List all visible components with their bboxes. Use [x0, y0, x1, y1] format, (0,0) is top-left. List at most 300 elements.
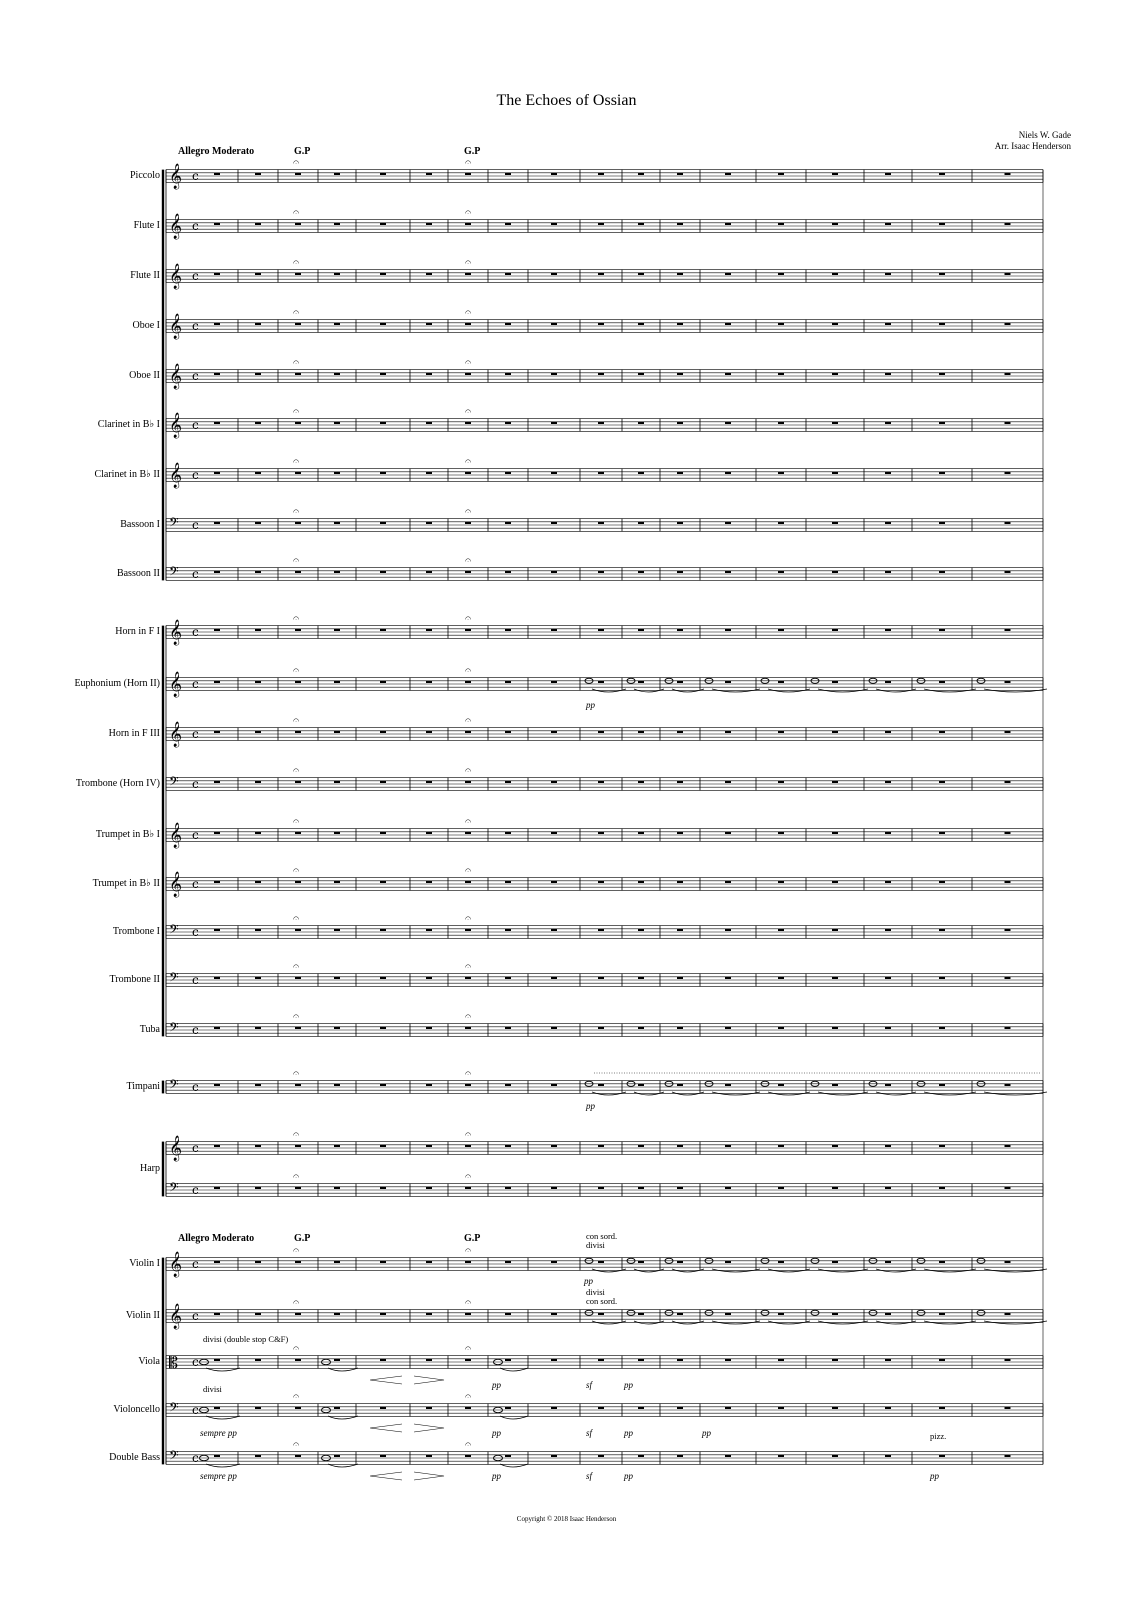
whole-rest-icon — [505, 681, 511, 683]
whole-rest-icon — [380, 273, 386, 275]
whole-rest-icon — [598, 1455, 604, 1457]
whole-rest-icon — [255, 832, 261, 834]
whole-rest-icon — [551, 571, 557, 573]
fermata-icon: 𝄐 — [293, 1243, 300, 1257]
fermata-icon: 𝄐 — [465, 911, 472, 925]
whole-rest-icon — [1005, 373, 1011, 375]
treble-clef-icon: 𝄞 — [169, 413, 183, 438]
whole-rest-icon — [214, 223, 220, 225]
whole-rest-icon — [598, 323, 604, 325]
common-time-icon: c — [192, 1355, 199, 1369]
whole-rest-icon — [778, 373, 784, 375]
whole-rest-icon — [380, 173, 386, 175]
whole-rest-icon — [505, 1313, 511, 1315]
fermata-icon: 𝄐 — [465, 1295, 472, 1309]
whole-rest-icon — [598, 681, 604, 683]
whole-rest-icon — [1005, 273, 1011, 275]
whole-rest-icon — [638, 832, 644, 834]
whole-rest-icon — [380, 422, 386, 424]
fermata-icon: 𝄐 — [465, 814, 472, 828]
whole-rest-icon — [832, 173, 838, 175]
whole-rest-icon — [832, 929, 838, 931]
whole-rest-icon — [505, 571, 511, 573]
whole-rest-icon — [505, 522, 511, 524]
whole-rest-icon — [677, 373, 683, 375]
whole-rest-icon — [334, 881, 340, 883]
whole-rest-icon — [598, 273, 604, 275]
bass-pp-2: pp — [624, 1471, 633, 1481]
whole-rest-icon — [214, 1455, 220, 1457]
crescendo-hairpin-icon — [370, 1376, 402, 1384]
treble-clef-icon: 𝄞 — [169, 1304, 183, 1329]
whole-rest-icon — [832, 731, 838, 733]
whole-rest-icon — [255, 629, 261, 631]
common-time-icon: c — [192, 1183, 199, 1197]
whole-rest-icon — [334, 629, 340, 631]
fermata-icon: 𝄐 — [465, 553, 472, 567]
treble-clef-icon: 𝄞 — [169, 164, 183, 189]
instrument-label: Violin II — [125, 1310, 160, 1321]
whole-rest-icon — [832, 1455, 838, 1457]
whole-rest-icon — [939, 1359, 945, 1361]
whole-rest-icon — [725, 977, 731, 979]
whole-rest-icon — [638, 323, 644, 325]
whole-rest-icon — [939, 1187, 945, 1189]
whole-rest-icon — [295, 629, 301, 631]
instrument-label: Trombone (Horn IV) — [75, 778, 160, 789]
whole-rest-icon — [638, 1084, 644, 1086]
whole-rest-icon — [465, 472, 471, 474]
whole-rest-icon — [638, 977, 644, 979]
whole-rest-icon — [426, 273, 432, 275]
whole-rest-icon — [778, 881, 784, 883]
common-time-icon: c — [192, 1023, 199, 1037]
whole-rest-icon — [334, 323, 340, 325]
whole-rest-icon — [214, 731, 220, 733]
whole-rest-icon — [778, 781, 784, 783]
whole-rest-icon — [255, 223, 261, 225]
whole-rest-icon — [214, 571, 220, 573]
whole-rest-icon — [255, 881, 261, 883]
whole-rest-icon — [939, 373, 945, 375]
whole-rest-icon — [214, 832, 220, 834]
whole-rest-icon — [505, 1084, 511, 1086]
treble-clef-icon: 𝄞 — [169, 1252, 183, 1277]
whole-rest-icon — [885, 629, 891, 631]
whole-rest-icon — [255, 929, 261, 931]
instrument-label: Trumpet in B♭ I — [95, 829, 160, 840]
whole-rest-icon — [638, 1261, 644, 1263]
whole-rest-icon — [677, 977, 683, 979]
whole-rest-icon — [1005, 422, 1011, 424]
whole-rest-icon — [551, 472, 557, 474]
whole-rest-icon — [885, 681, 891, 683]
whole-rest-icon — [885, 881, 891, 883]
cello-sempre-pp: sempre pp — [200, 1428, 237, 1438]
whole-rest-icon — [598, 522, 604, 524]
whole-rest-icon — [426, 373, 432, 375]
bass-pizz: pizz. — [930, 1431, 947, 1441]
whole-rest-icon — [551, 1145, 557, 1147]
whole-rest-icon — [214, 1313, 220, 1315]
whole-rest-icon — [725, 929, 731, 931]
whole-rest-icon — [832, 1261, 838, 1263]
whole-rest-icon — [598, 472, 604, 474]
whole-rest-icon — [939, 273, 945, 275]
whole-rest-icon — [295, 323, 301, 325]
treble-clef-icon: 𝄞 — [169, 620, 183, 645]
whole-rest-icon — [380, 832, 386, 834]
fermata-icon: 𝄐 — [293, 1127, 300, 1141]
whole-rest-icon — [505, 1261, 511, 1263]
crescendo-hairpin-icon — [370, 1472, 402, 1480]
whole-rest-icon — [939, 1313, 945, 1315]
whole-rest-icon — [295, 422, 301, 424]
whole-rest-icon — [255, 1313, 261, 1315]
whole-rest-icon — [677, 881, 683, 883]
whole-rest-icon — [598, 1407, 604, 1409]
whole-rest-icon — [380, 571, 386, 573]
fermata-icon: 𝄐 — [465, 1341, 472, 1355]
whole-rest-icon — [778, 1187, 784, 1189]
whole-rest-icon — [551, 681, 557, 683]
whole-rest-icon — [334, 832, 340, 834]
whole-rest-icon — [638, 929, 644, 931]
whole-rest-icon — [1005, 323, 1011, 325]
whole-rest-icon — [638, 1407, 644, 1409]
whole-rest-icon — [465, 273, 471, 275]
whole-rest-icon — [832, 1187, 838, 1189]
whole-rest-icon — [1005, 977, 1011, 979]
whole-rest-icon — [214, 1261, 220, 1263]
whole-rest-icon — [255, 571, 261, 573]
whole-rest-icon — [426, 731, 432, 733]
instrument-label: Violoncello — [113, 1404, 160, 1415]
whole-rest-icon — [832, 629, 838, 631]
whole-rest-icon — [465, 422, 471, 424]
whole-rest-icon — [214, 273, 220, 275]
fermata-icon: 𝄐 — [465, 155, 472, 169]
whole-rest-icon — [255, 1187, 261, 1189]
whole-rest-icon — [1005, 173, 1011, 175]
fermata-icon: 𝄐 — [465, 959, 472, 973]
whole-rest-icon — [380, 977, 386, 979]
whole-rest-icon — [725, 681, 731, 683]
whole-rest-icon — [295, 929, 301, 931]
whole-rest-icon — [465, 1407, 471, 1409]
bass-sempre-pp: sempre pp — [200, 1471, 237, 1481]
whole-rest-icon — [832, 1084, 838, 1086]
instrument-label: Bassoon II — [116, 568, 160, 579]
fermata-icon: 𝄐 — [293, 504, 300, 518]
whole-rest-icon — [505, 1187, 511, 1189]
common-time-icon: c — [192, 468, 199, 482]
whole-rest-icon — [551, 273, 557, 275]
whole-rest-icon — [885, 977, 891, 979]
fermata-icon: 𝄐 — [465, 404, 472, 418]
whole-rest-icon — [598, 1261, 604, 1263]
fermata-icon: 𝄐 — [293, 1437, 300, 1451]
whole-rest-icon — [725, 629, 731, 631]
whole-rest-icon — [465, 681, 471, 683]
whole-rest-icon — [214, 323, 220, 325]
whole-rest-icon — [214, 781, 220, 783]
whole-rest-icon — [1005, 472, 1011, 474]
decrescendo-hairpin-icon — [414, 1424, 444, 1432]
whole-rest-icon — [426, 1455, 432, 1457]
tempo-marking-strings: Allegro Moderato — [178, 1233, 255, 1244]
whole-rest-icon — [832, 223, 838, 225]
whole-rest-icon — [725, 781, 731, 783]
whole-rest-icon — [255, 1359, 261, 1361]
whole-rest-icon — [725, 422, 731, 424]
whole-rest-icon — [677, 929, 683, 931]
gp-marking-strings-2: G.P — [464, 1233, 481, 1244]
bass-clef-icon: 𝄢 — [169, 774, 179, 792]
whole-rest-icon — [255, 1407, 261, 1409]
arranger-name: Arr. Isaac Henderson — [994, 141, 1071, 151]
whole-rest-icon — [677, 1359, 683, 1361]
whole-rest-icon — [380, 1145, 386, 1147]
whole-rest-icon — [255, 1027, 261, 1029]
fermata-icon: 𝄐 — [465, 1009, 472, 1023]
whole-rest-icon — [939, 422, 945, 424]
instrument-label: Horn in F I — [115, 626, 160, 637]
whole-rest-icon — [465, 731, 471, 733]
whole-rest-icon — [832, 1407, 838, 1409]
whole-rest-icon — [214, 681, 220, 683]
whole-rest-icon — [885, 731, 891, 733]
whole-rest-icon — [551, 1455, 557, 1457]
whole-rest-icon — [334, 223, 340, 225]
whole-rest-icon — [778, 681, 784, 683]
whole-rest-icon — [677, 472, 683, 474]
whole-rest-icon — [295, 681, 301, 683]
whole-rest-icon — [677, 1187, 683, 1189]
vln2-divisi: divisi — [586, 1287, 605, 1297]
whole-rest-icon — [551, 929, 557, 931]
fermata-icon: 𝄐 — [465, 1169, 472, 1183]
whole-rest-icon — [380, 1407, 386, 1409]
whole-rest-icon — [1005, 1145, 1011, 1147]
whole-rest-icon — [465, 373, 471, 375]
whole-rest-icon — [551, 1261, 557, 1263]
whole-rest-icon — [832, 323, 838, 325]
common-time-icon: c — [192, 269, 199, 283]
whole-rest-icon — [939, 1261, 945, 1263]
whole-rest-icon — [214, 1187, 220, 1189]
whole-rest-icon — [832, 1313, 838, 1315]
whole-rest-icon — [725, 1084, 731, 1086]
treble-clef-icon: 𝄞 — [169, 722, 183, 747]
viola-divisi: divisi (double stop C&F) — [203, 1334, 289, 1344]
whole-rest-icon — [295, 173, 301, 175]
cello-pp-2: pp — [624, 1428, 633, 1438]
fermata-icon: 𝄐 — [465, 763, 472, 777]
whole-rest-icon — [725, 832, 731, 834]
whole-rest-icon — [939, 929, 945, 931]
whole-rest-icon — [677, 571, 683, 573]
whole-rest-icon — [334, 1455, 340, 1457]
whole-rest-icon — [832, 881, 838, 883]
whole-rest-icon — [426, 832, 432, 834]
whole-rest-icon — [725, 1455, 731, 1457]
whole-rest-icon — [832, 522, 838, 524]
common-time-icon: c — [192, 877, 199, 891]
whole-rest-icon — [939, 323, 945, 325]
whole-rest-icon — [505, 323, 511, 325]
whole-rest-icon — [598, 1145, 604, 1147]
fermata-icon: 𝄐 — [293, 814, 300, 828]
fermata-icon: 𝄐 — [293, 1009, 300, 1023]
whole-rest-icon — [885, 929, 891, 931]
whole-rest-icon — [295, 571, 301, 573]
whole-rest-icon — [725, 1261, 731, 1263]
fermata-icon: 𝄐 — [293, 863, 300, 877]
whole-rest-icon — [214, 929, 220, 931]
gp-marking-top-2: G.P — [464, 146, 481, 157]
whole-rest-icon — [214, 629, 220, 631]
bass-pp-3: pp — [930, 1471, 939, 1481]
whole-rest-icon — [725, 1407, 731, 1409]
whole-rest-icon — [725, 881, 731, 883]
whole-rest-icon — [505, 1359, 511, 1361]
treble-clef-icon: 𝄞 — [169, 463, 183, 488]
instrument-label: Bassoon I — [120, 519, 160, 530]
whole-rest-icon — [426, 522, 432, 524]
whole-rest-icon — [380, 522, 386, 524]
whole-rest-icon — [778, 832, 784, 834]
fermata-icon: 𝄐 — [293, 1341, 300, 1355]
whole-rest-icon — [465, 1261, 471, 1263]
common-time-icon: c — [192, 418, 199, 432]
bass-clef-icon: 𝄢 — [169, 970, 179, 988]
whole-rest-icon — [677, 422, 683, 424]
whole-rest-icon — [939, 881, 945, 883]
whole-rest-icon — [778, 522, 784, 524]
fermata-icon: 𝄐 — [465, 1389, 472, 1403]
whole-rest-icon — [885, 1313, 891, 1315]
whole-rest-icon — [551, 1407, 557, 1409]
whole-rest-icon — [426, 422, 432, 424]
bass-clef-icon: 𝄢 — [169, 515, 179, 533]
whole-rest-icon — [638, 881, 644, 883]
treble-clef-icon: 𝄞 — [169, 214, 183, 239]
whole-rest-icon — [295, 1313, 301, 1315]
whole-rest-icon — [214, 522, 220, 524]
whole-rest-icon — [638, 522, 644, 524]
whole-rest-icon — [598, 1313, 604, 1315]
whole-rest-icon — [426, 977, 432, 979]
instrument-label: Trombone I — [112, 926, 160, 937]
fermata-icon: 𝄐 — [293, 959, 300, 973]
whole-rest-icon — [334, 1027, 340, 1029]
whole-rest-icon — [598, 781, 604, 783]
whole-rest-icon — [551, 977, 557, 979]
whole-rest-icon — [939, 731, 945, 733]
fermata-icon: 𝄐 — [293, 355, 300, 369]
fermata-icon: 𝄐 — [293, 155, 300, 169]
whole-rest-icon — [426, 1313, 432, 1315]
whole-rest-icon — [465, 881, 471, 883]
whole-rest-icon — [426, 223, 432, 225]
whole-rest-icon — [255, 1084, 261, 1086]
whole-rest-icon — [426, 1187, 432, 1189]
whole-rest-icon — [426, 323, 432, 325]
common-time-icon: c — [192, 1451, 199, 1465]
whole-rest-icon — [334, 1145, 340, 1147]
whole-rest-icon — [255, 472, 261, 474]
whole-rest-icon — [778, 422, 784, 424]
whole-rest-icon — [725, 472, 731, 474]
treble-clef-icon: 𝄞 — [169, 823, 183, 848]
whole-rest-icon — [832, 977, 838, 979]
whole-rest-icon — [1005, 629, 1011, 631]
whole-rest-icon — [885, 571, 891, 573]
common-time-icon: c — [192, 677, 199, 691]
bass-pp-1: pp — [492, 1471, 501, 1481]
whole-rest-icon — [1005, 1313, 1011, 1315]
whole-rest-icon — [939, 571, 945, 573]
whole-rest-icon — [465, 1455, 471, 1457]
fermata-icon: 𝄐 — [293, 1295, 300, 1309]
whole-rest-icon — [1005, 929, 1011, 931]
whole-rest-icon — [465, 1187, 471, 1189]
whole-rest-icon — [214, 1145, 220, 1147]
whole-rest-icon — [677, 522, 683, 524]
whole-rest-icon — [505, 422, 511, 424]
whole-rest-icon — [598, 731, 604, 733]
whole-rest-icon — [778, 929, 784, 931]
whole-rest-icon — [295, 472, 301, 474]
whole-rest-icon — [551, 323, 557, 325]
vln1-divisi: divisi — [586, 1240, 605, 1250]
whole-rest-icon — [778, 273, 784, 275]
whole-rest-icon — [677, 273, 683, 275]
whole-rest-icon — [426, 1027, 432, 1029]
whole-rest-icon — [295, 1084, 301, 1086]
whole-rest-icon — [334, 373, 340, 375]
whole-rest-icon — [505, 1407, 511, 1409]
common-time-icon: c — [192, 369, 199, 383]
whole-rest-icon — [551, 1187, 557, 1189]
score-title: The Echoes of Ossian — [496, 92, 637, 109]
fermata-icon: 𝄐 — [293, 553, 300, 567]
whole-rest-icon — [778, 472, 784, 474]
whole-rest-icon — [426, 629, 432, 631]
whole-rest-icon — [255, 173, 261, 175]
fermata-icon: 𝄐 — [293, 611, 300, 625]
whole-rest-icon — [295, 781, 301, 783]
whole-rest-icon — [598, 929, 604, 931]
whole-rest-icon — [725, 522, 731, 524]
whole-rest-icon — [380, 323, 386, 325]
whole-rest-icon — [725, 1027, 731, 1029]
whole-rest-icon — [638, 1359, 644, 1361]
fermata-icon: 𝄐 — [293, 911, 300, 925]
whole-rest-icon — [1005, 1084, 1011, 1086]
instrument-label: Double Bass — [109, 1452, 160, 1463]
whole-rest-icon — [505, 832, 511, 834]
whole-rest-icon — [939, 472, 945, 474]
whole-rest-icon — [465, 629, 471, 631]
whole-rest-icon — [334, 522, 340, 524]
fermata-icon: 𝄐 — [465, 611, 472, 625]
whole-rest-icon — [255, 522, 261, 524]
gp-marking-strings-1: G.P — [294, 1233, 311, 1244]
whole-rest-icon — [380, 629, 386, 631]
whole-rest-icon — [426, 1261, 432, 1263]
